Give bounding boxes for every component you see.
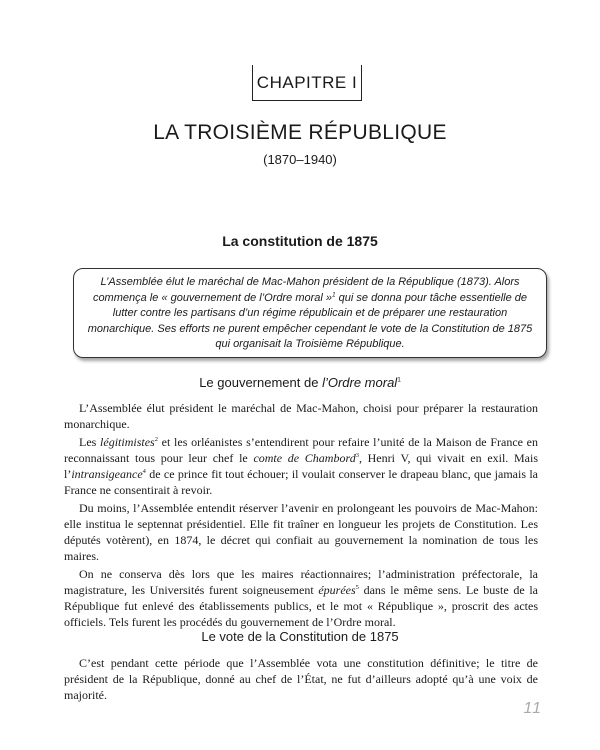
body-text-section-2: [64, 655, 538, 705]
summary-text: L’Assemblée élut le maréchal de Mac-Mahon président de la République (1873). Alors commença le « gouvernement de l’Ordre moral »$^1$ qui se donna pour tâche essentielle de lutter contre les partisans d’un régime républicain et de préparer une restauration monarchique. Ses efforts ne purent empêcher cependant le vote de la Constitution de 1875 qui organisait la Troisième République.: [87, 276, 533, 350]
section-title: La constitution de 1875: [222, 233, 378, 249]
paragraph-2: Les légitimistes$^2$ et les orléanistes s’entendirent pour refaire l’unité de la Maison de France en reconnaissant tous pour leur chef le comte de Chambord$^3$, Henri V, qui vivait en exil. Mais l’intransigeance$^4$ de ce prince fit tout échouer; il voulait conserver le drapeau blanc, que jamais la France ne consentirait à revoir.: [64, 435, 539, 497]
chapter-label: CHAPITRE I: [252, 65, 362, 101]
footnote-ref: 1: [332, 290, 336, 298]
footnote-ref: 4: [142, 468, 146, 475]
footnote-ref: 1: [397, 376, 401, 384]
footnote-ref: 5: [355, 584, 359, 591]
paragraph-3: Du moins, l’Assemblée entendit réserver l’avenir en prolongeant les pouvoirs de Mac-Mahon: elle institua le septennat présidentiel. Elle fit traîner en longueur les projets de Constitution. Les députés votèrent), en 1874, le décret qui confiait au gouvernement la nomination de tous les maires.: [64, 501, 538, 563]
part-title: LA TROISIÈME RÉPUBLIQUE: [153, 121, 447, 144]
part-dates: (1870–1940): [263, 152, 337, 167]
footnote-ref: 2: [154, 436, 158, 443]
summary-box: [73, 268, 547, 358]
paragraph-1: L’Assemblée élut président le maréchal de Mac-Mahon, choisi pour préparer la restauration monarchique.: [64, 401, 538, 431]
paragraph-4: On ne conserva dès lors que les maires réactionnaires; l’administration préfectorale, la magistrature, les Universités furent soigneusement épurées$^5$ dans le même sens. Le buste de la République fut enlevé des établissements publics, et le mot « République », proscrit des actes officiels. Tels furent les procédés du gouvernement de l’Ordre moral.: [64, 567, 538, 629]
paragraph-5: C’est pendant cette période que l’Assemblée vota une constitution définitive; le titre de président de la République, donné au chef de l’État, ne fut d’ailleurs adopté qu’à une voix de majorité.: [64, 656, 538, 702]
page-number: 11: [523, 700, 542, 717]
body-text-section-1: [64, 400, 538, 632]
subsection-heading-ordre-moral: Le gouvernement de l’Ordre moral$^1$: [199, 375, 401, 390]
footnote-ref: 3: [355, 452, 359, 459]
subsection-heading-vote: Le vote de la Constitution de 1875: [201, 629, 399, 644]
